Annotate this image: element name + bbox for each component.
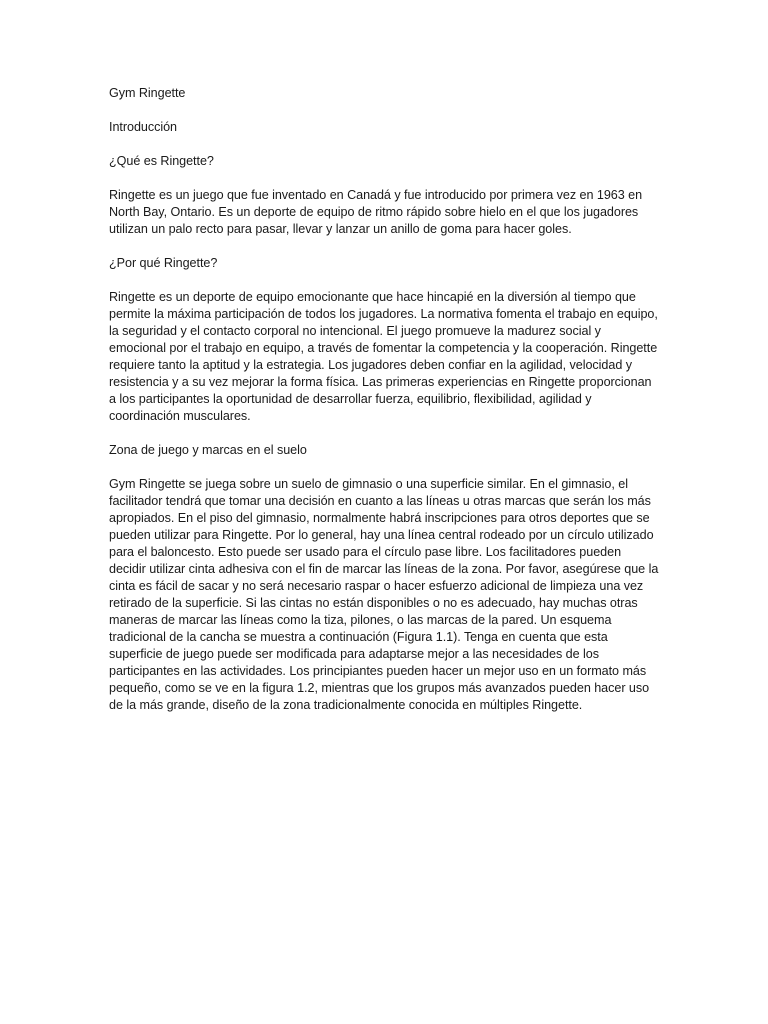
subheading-que-es-ringette: ¿Qué es Ringette? bbox=[109, 154, 214, 168]
paragraph-zona-de-juego: Gym Ringette se juega sobre un suelo de gimnasio o una superficie similar. En el gimnasio, el facilitador tendrá que tomar una decisión en cuanto a las líneas u otras marcas que serán los más apropiados. En el piso del gimnasio, normalmente habrá inscripciones para otros deportes que se pueden utilizar para Ringette. Por lo general, hay una línea central rodeado por un círculo utilizado para el baloncesto. Esto puede ser usado para el círculo pase libre. Los facilitadores pueden decidir utilizar cinta adhesiva con el fin de marcar las líneas de la zona. Por favor, asegúrese que la cinta es fácil de sacar y no será necesario raspar o hacer esfuerzo adicional de limpieza una vez retirado de la superficie. Si las cintas no están disponibles o no es adecuado, hay muchas otras maneras de marcar las líneas como la tiza, pilones, o las marcas de la pared. Un esquema tradicional de la cancha se muestra a continuación (Figura 1.1). Tenga en cuenta que esta superficie de juego puede ser modificada para adaptarse mejor a las necesidades de los participantes en las actividades. Los principiantes pueden hacer un mejor uso en un formato más pequeño, como se ve en la figura 1.2, mientras que los grupos más avanzados pueden hacer uso de la más grande, diseño de la zona tradicionalmente conocida en múltiples Ringette. bbox=[109, 477, 659, 712]
subheading-por-que-ringette: ¿Por qué Ringette? bbox=[109, 256, 218, 270]
document-title: Gym Ringette bbox=[109, 86, 186, 100]
paragraph-que-es-ringette: Ringette es un juego que fue inventado en Canadá y fue introducido por primera vez en 1963 en North Bay, Ontario. Es un deporte de equipo de ritmo rápido sobre hielo en el que los jugadores utilizan un palo recto para pasar, llevar y lanzar un anillo de goma para hacer goles. bbox=[109, 188, 643, 236]
subheading-zona-de-juego: Zona de juego y marcas en el suelo bbox=[109, 443, 307, 457]
document-body bbox=[109, 85, 661, 731]
paragraph-por-que-ringette: Ringette es un deporte de equipo emocionante que hace hincapié en la diversión al tiempo que permite la máxima participación de todos los jugadores. La normativa fomenta el trabajo en equipo, la seguridad y el contacto corporal no intencional. El juego promueve la madurez social y emocional por el trabajo en equipo, a través de fomentar la competencia y la cooperación. Ringette requiere tanto la aptitud y la estrategia. Los jugadores deben confiar en la agilidad, velocidad y resistencia y a su vez mejorar la forma física. Las primeras experiencias en Ringette proporcionan a los participantes la oportunidad de desarrollar fuerza, equilibrio, flexibilidad, agilidad y coordinación musculares. bbox=[109, 290, 658, 423]
section-heading-introduccion: Introducción bbox=[109, 120, 178, 134]
